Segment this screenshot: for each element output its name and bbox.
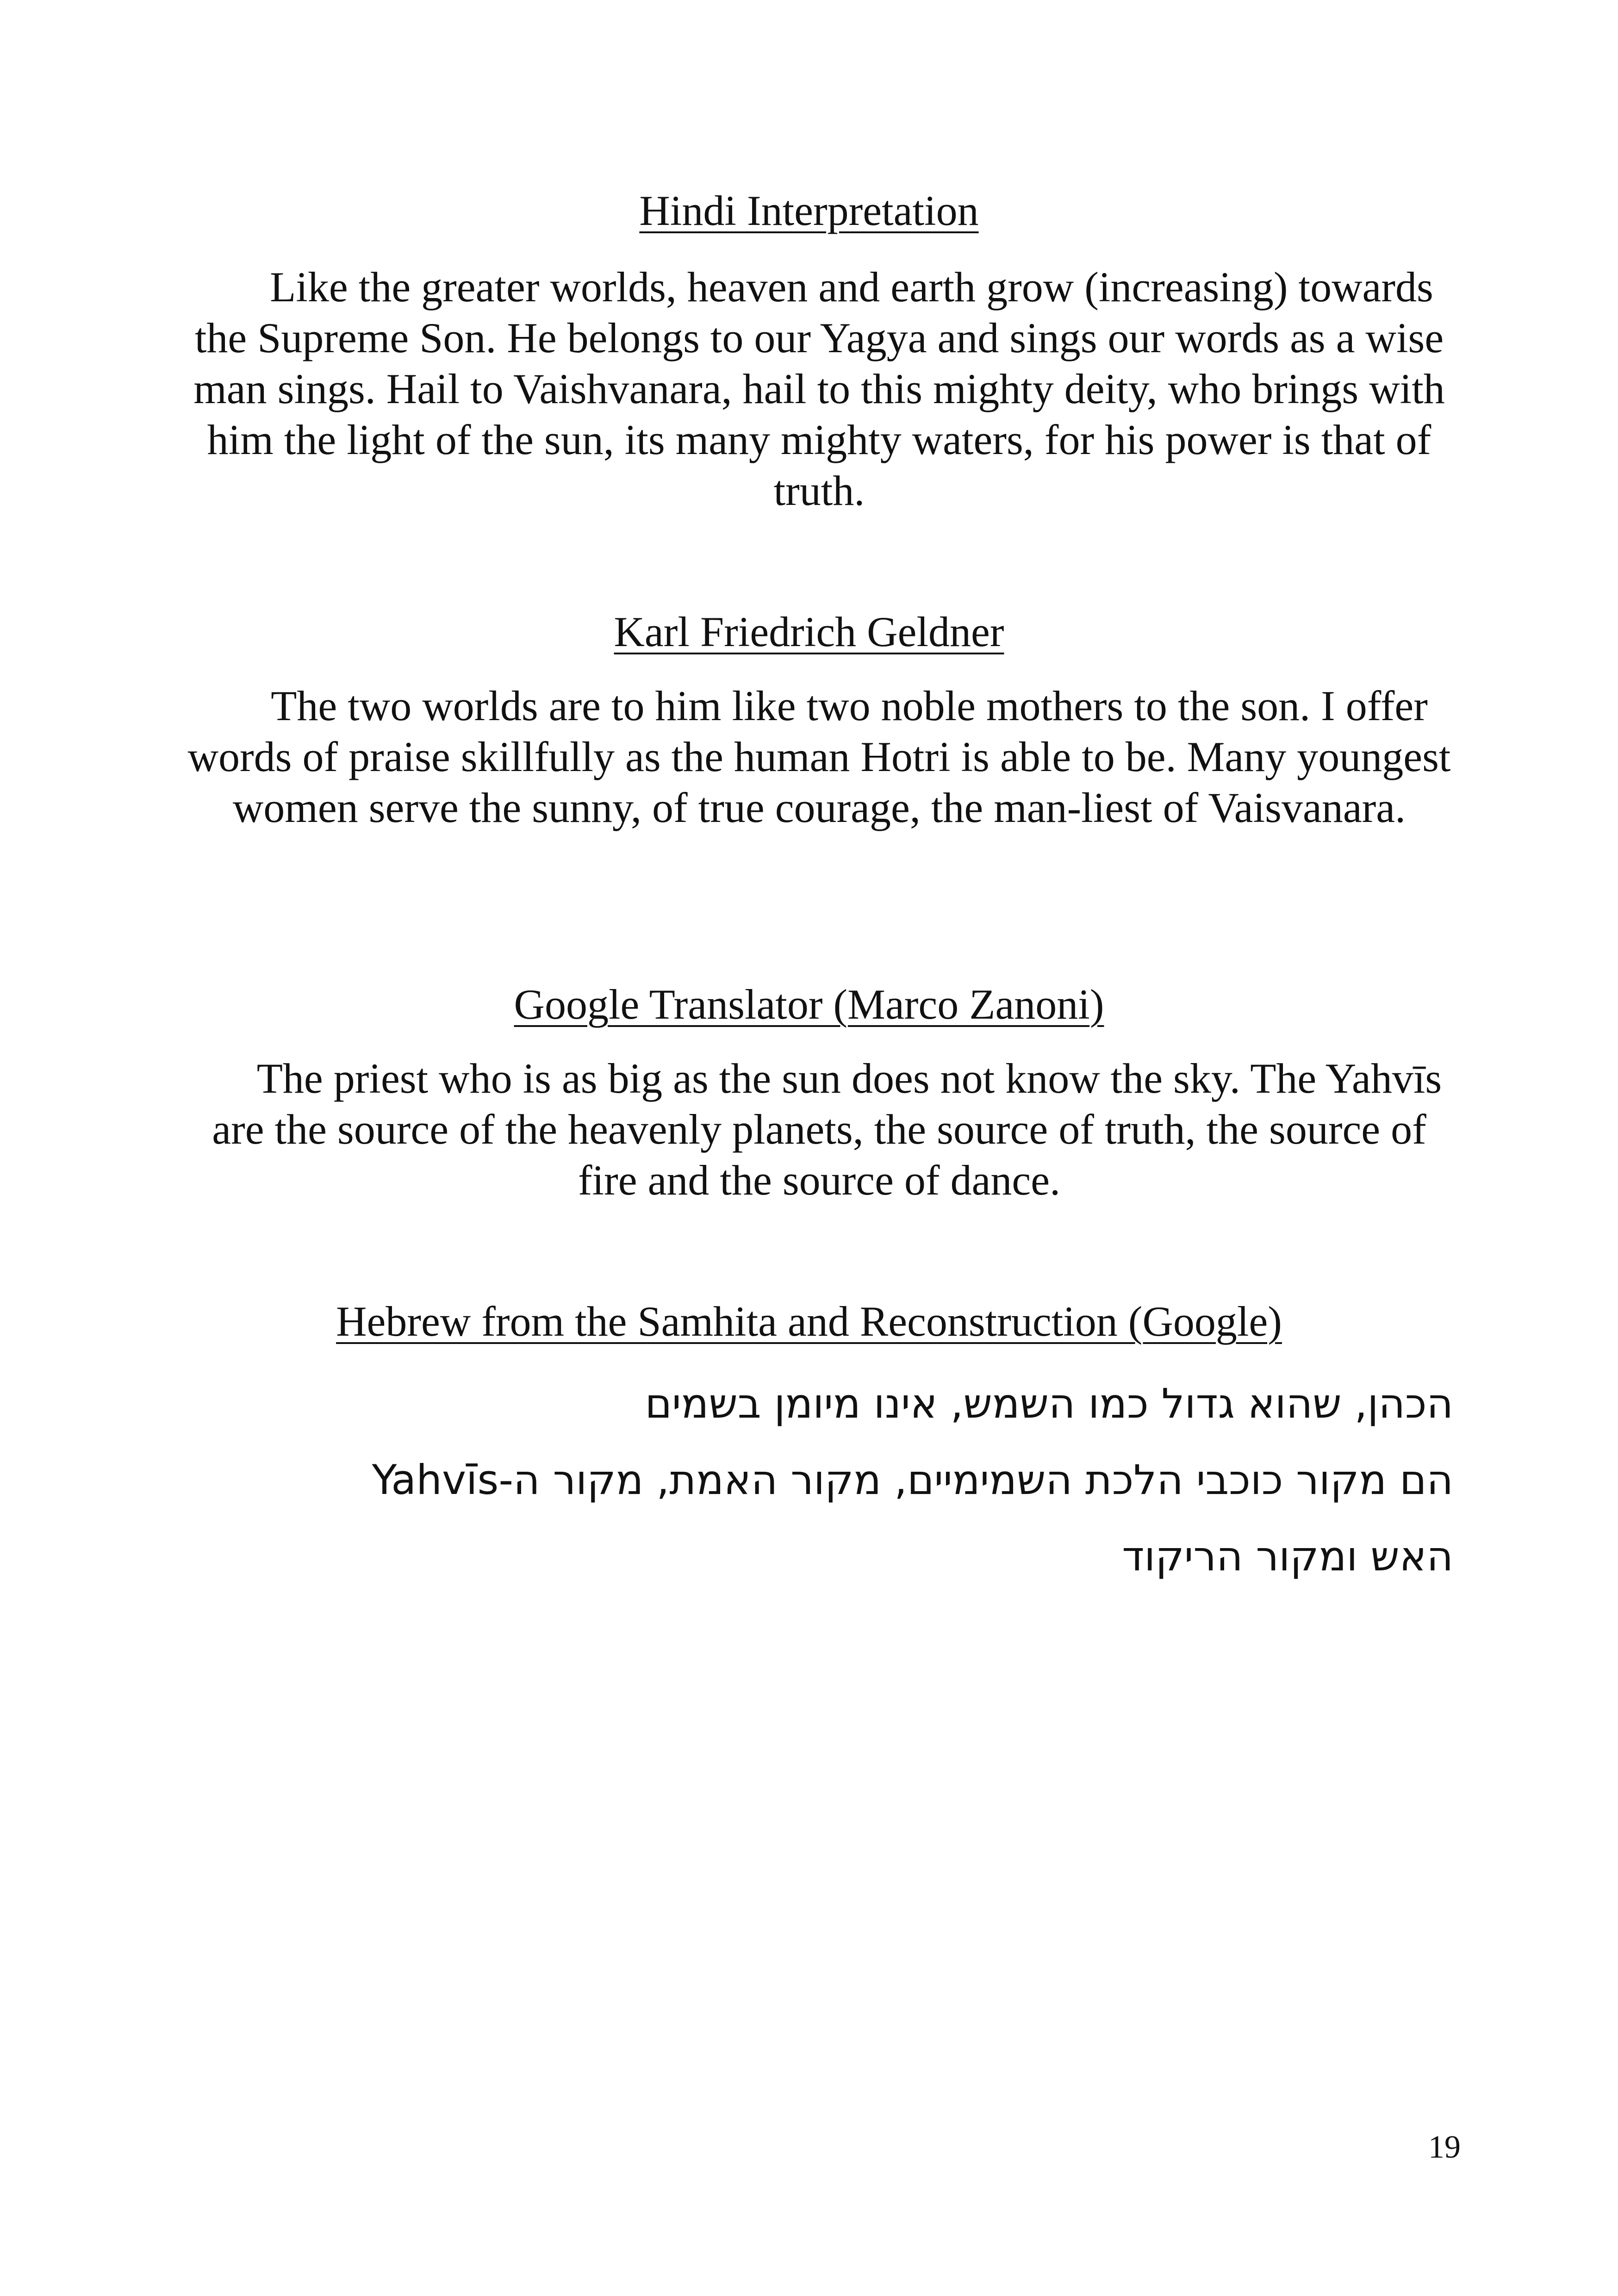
heading-google-translator: Google Translator (Marco Zanoni) xyxy=(514,981,1104,1028)
hebrew-line: הכהן, שהוא גדול כמו השמש, אינו מיומן בשמים xyxy=(645,1380,1453,1427)
hebrew-line: האש ומקור הריקוד xyxy=(1122,1532,1453,1580)
page-number: 19 xyxy=(1428,2129,1461,2165)
body-karl-friedrich-geldner: The two worlds are to him like two noble mothers to the son. I offer words of praise skillfully as the human Hotri is able to be. Many youngest women serve the sunny, of true courage, the man-liest of Vaisvanara. xyxy=(187,682,1451,831)
body-google-translator: The priest who is as big as the sun does not know the sky. The Yahvīs are the source of the heavenly planets, the source of truth, the source of fire and the source of dance. xyxy=(212,1055,1442,1204)
body-hindi-interpretation: Like the greater worlds, heaven and earth grow (increasing) towards the Supreme Son. He belongs to our Yagya and sings our words as a wise man sings. Hail to Vaishvanara, hail to this mighty deity, who brings with him the light of the sun, its many mighty waters, for his power is that of truth. xyxy=(193,263,1445,514)
hebrew-line: הם מקור כוכבי הלכת השמימיים, מקור האמת, מקור ה-Yahvīs xyxy=(372,1456,1453,1504)
heading-hebrew-samhita: Hebrew from the Samhita and Reconstruction (Google) xyxy=(336,1298,1282,1345)
heading-karl-friedrich-geldner: Karl Friedrich Geldner xyxy=(614,608,1004,655)
heading-hindi-interpretation: Hindi Interpretation xyxy=(639,187,979,234)
hebrew-text-block xyxy=(305,1365,1453,1594)
